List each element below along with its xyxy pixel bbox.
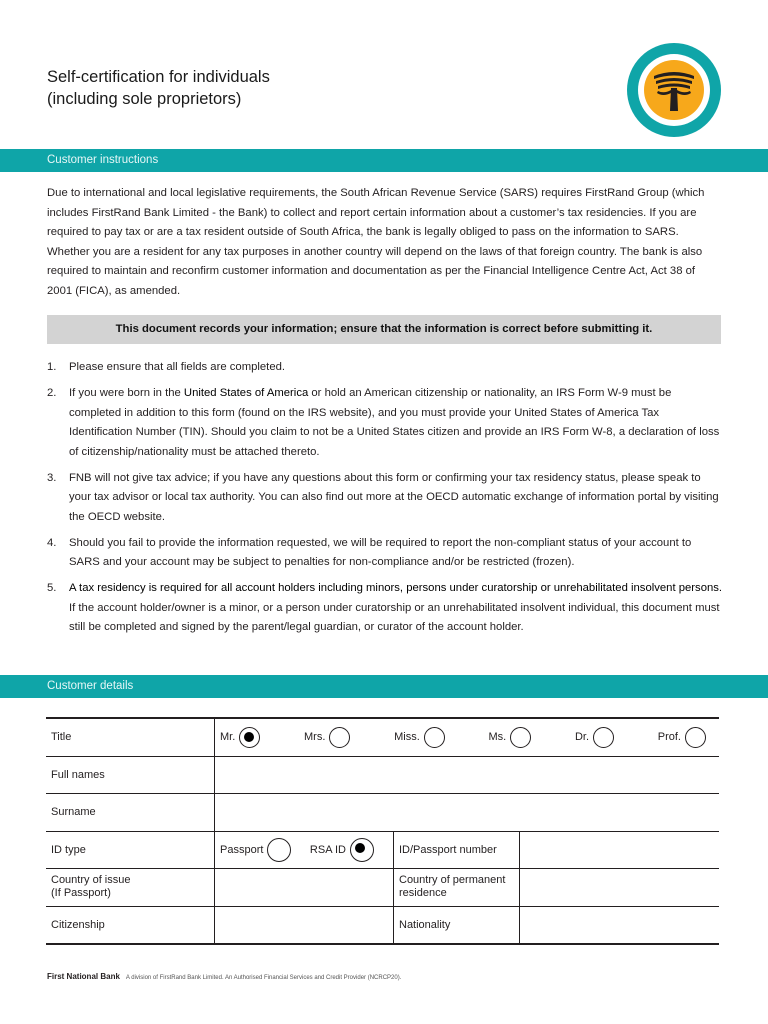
list-item: 1. Please ensure that all fields are completed. [47,361,286,373]
country-residence-field[interactable] [520,869,720,907]
nationality-field[interactable] [520,906,720,944]
id-option-rsa-id[interactable]: RSA ID [310,838,374,862]
radio-prof[interactable] [685,727,706,748]
radio-mr[interactable] [239,727,260,748]
title-label: Title [46,718,215,756]
footer-note: A division of FirstRand Bank Limited. An Authorised Financial Services and Credit Provider (NCRCP20). [125,975,402,981]
title-line-2: (including sole proprietors) [47,90,242,108]
surname-label: Surname [46,794,215,832]
id-type-label: ID type [46,831,215,869]
country-residence-label: Country of permanent residence [394,869,520,907]
list-item: 5. A tax residency is required for all account holders including minors, persons under curatorship or unrehabilitated insolvent persons. If the account holder/owner is a minor, or a person under curatorship or an unrehabilitated insolvent individual, this document must still be completed and signed by the parent/legal guardian, or curator of the account holder. [47,582,723,633]
radio-passport[interactable] [267,838,291,862]
id-option-passport[interactable]: Passport [220,838,291,862]
radio-miss[interactable] [424,727,445,748]
list-item: 2. If you were born in the United States of America or hold an American citizenship or nationality, an IRS Form W-9 must be completed in addition to this form (found on the IRS website), and you must provide your United States of America Tax Identification Number (TIN). Should you claim to not be a United States citizen and provide an IRS Form W-8, a declaration of loss of citizenship/nationality must be attached thereto. [47,387,720,458]
table-row [46,831,719,869]
list-item: 4. Should you fail to provide the information requested, we will be required to report the non-compliant status of your account to SARS and your account may be subject to penalties for non-compliance and/or be restricted (frozen). [47,536,692,568]
nationality-label: Nationality [394,906,520,944]
id-number-field[interactable] [520,831,720,869]
title-option-ms[interactable]: Ms. [489,727,532,748]
radio-mrs[interactable] [329,727,350,748]
country-issue-label: Country of issue (If Passport) [46,869,215,907]
title-option-prof[interactable]: Prof. [658,727,706,748]
citizenship-field[interactable] [215,906,394,944]
radio-rsa-id[interactable] [350,838,374,862]
page-title [47,66,270,110]
table-row [46,794,719,832]
full-names-label: Full names [46,756,215,794]
title-option-mrs[interactable]: Mrs. [304,727,350,748]
table-row [46,906,719,944]
title-option-miss[interactable]: Miss. [394,727,445,748]
title-options [215,718,720,756]
title-option-mr[interactable]: Mr. [220,727,260,748]
list-item: 3. FNB will not give tax advice; if you have any questions about this form or confirming your tax residency status, please speak to your tax advisor or local tax authority. You can also find out more at the OECD automatic exchange of information portal by visiting the OECD website. [47,471,719,523]
table-row [46,756,719,794]
section-band-instructions: Customer instructions [0,149,768,172]
instruction-list [47,358,723,644]
surname-field[interactable] [215,794,720,832]
radio-ms[interactable] [510,727,531,748]
radio-dr[interactable] [593,727,614,748]
intro-paragraph: Due to international and local legislative requirements, the South African Revenue Service (SARS) requires FirstRand Group (which includes FirstRand Bank Limited - the Bank) to collect and report certain information about a customer’s tax residencies. If you are required to pay tax or are a tax resident outside of South Africa, the bank is legally obliged to pass on the information to SARS. Whether you are a resident for any tax purposes in another country will depend on the laws of that foreign country. The bank is also required to maintain and reconfirm customer information and documentation as per the Financial Intelligence Centre Act, Act 38 of 2001 (FICA), as amended. [47,187,705,297]
section-band-details: Customer details [0,675,768,698]
footer [47,972,401,981]
id-type-options [215,831,394,869]
full-names-field[interactable] [215,756,720,794]
title-option-dr[interactable]: Dr. [575,727,614,748]
country-issue-field[interactable] [215,869,394,907]
footer-brand: First National Bank [47,972,120,981]
fnb-tree-icon [627,43,721,137]
title-line-1: Self-certification for individuals [47,68,270,86]
table-row [46,718,719,756]
id-number-label: ID/Passport number [394,831,520,869]
notice-banner: This document records your information; ensure that the information is correct before submitting it. [47,315,721,344]
table-row [46,869,719,907]
customer-details-table [46,717,719,945]
citizenship-label: Citizenship [46,906,215,944]
